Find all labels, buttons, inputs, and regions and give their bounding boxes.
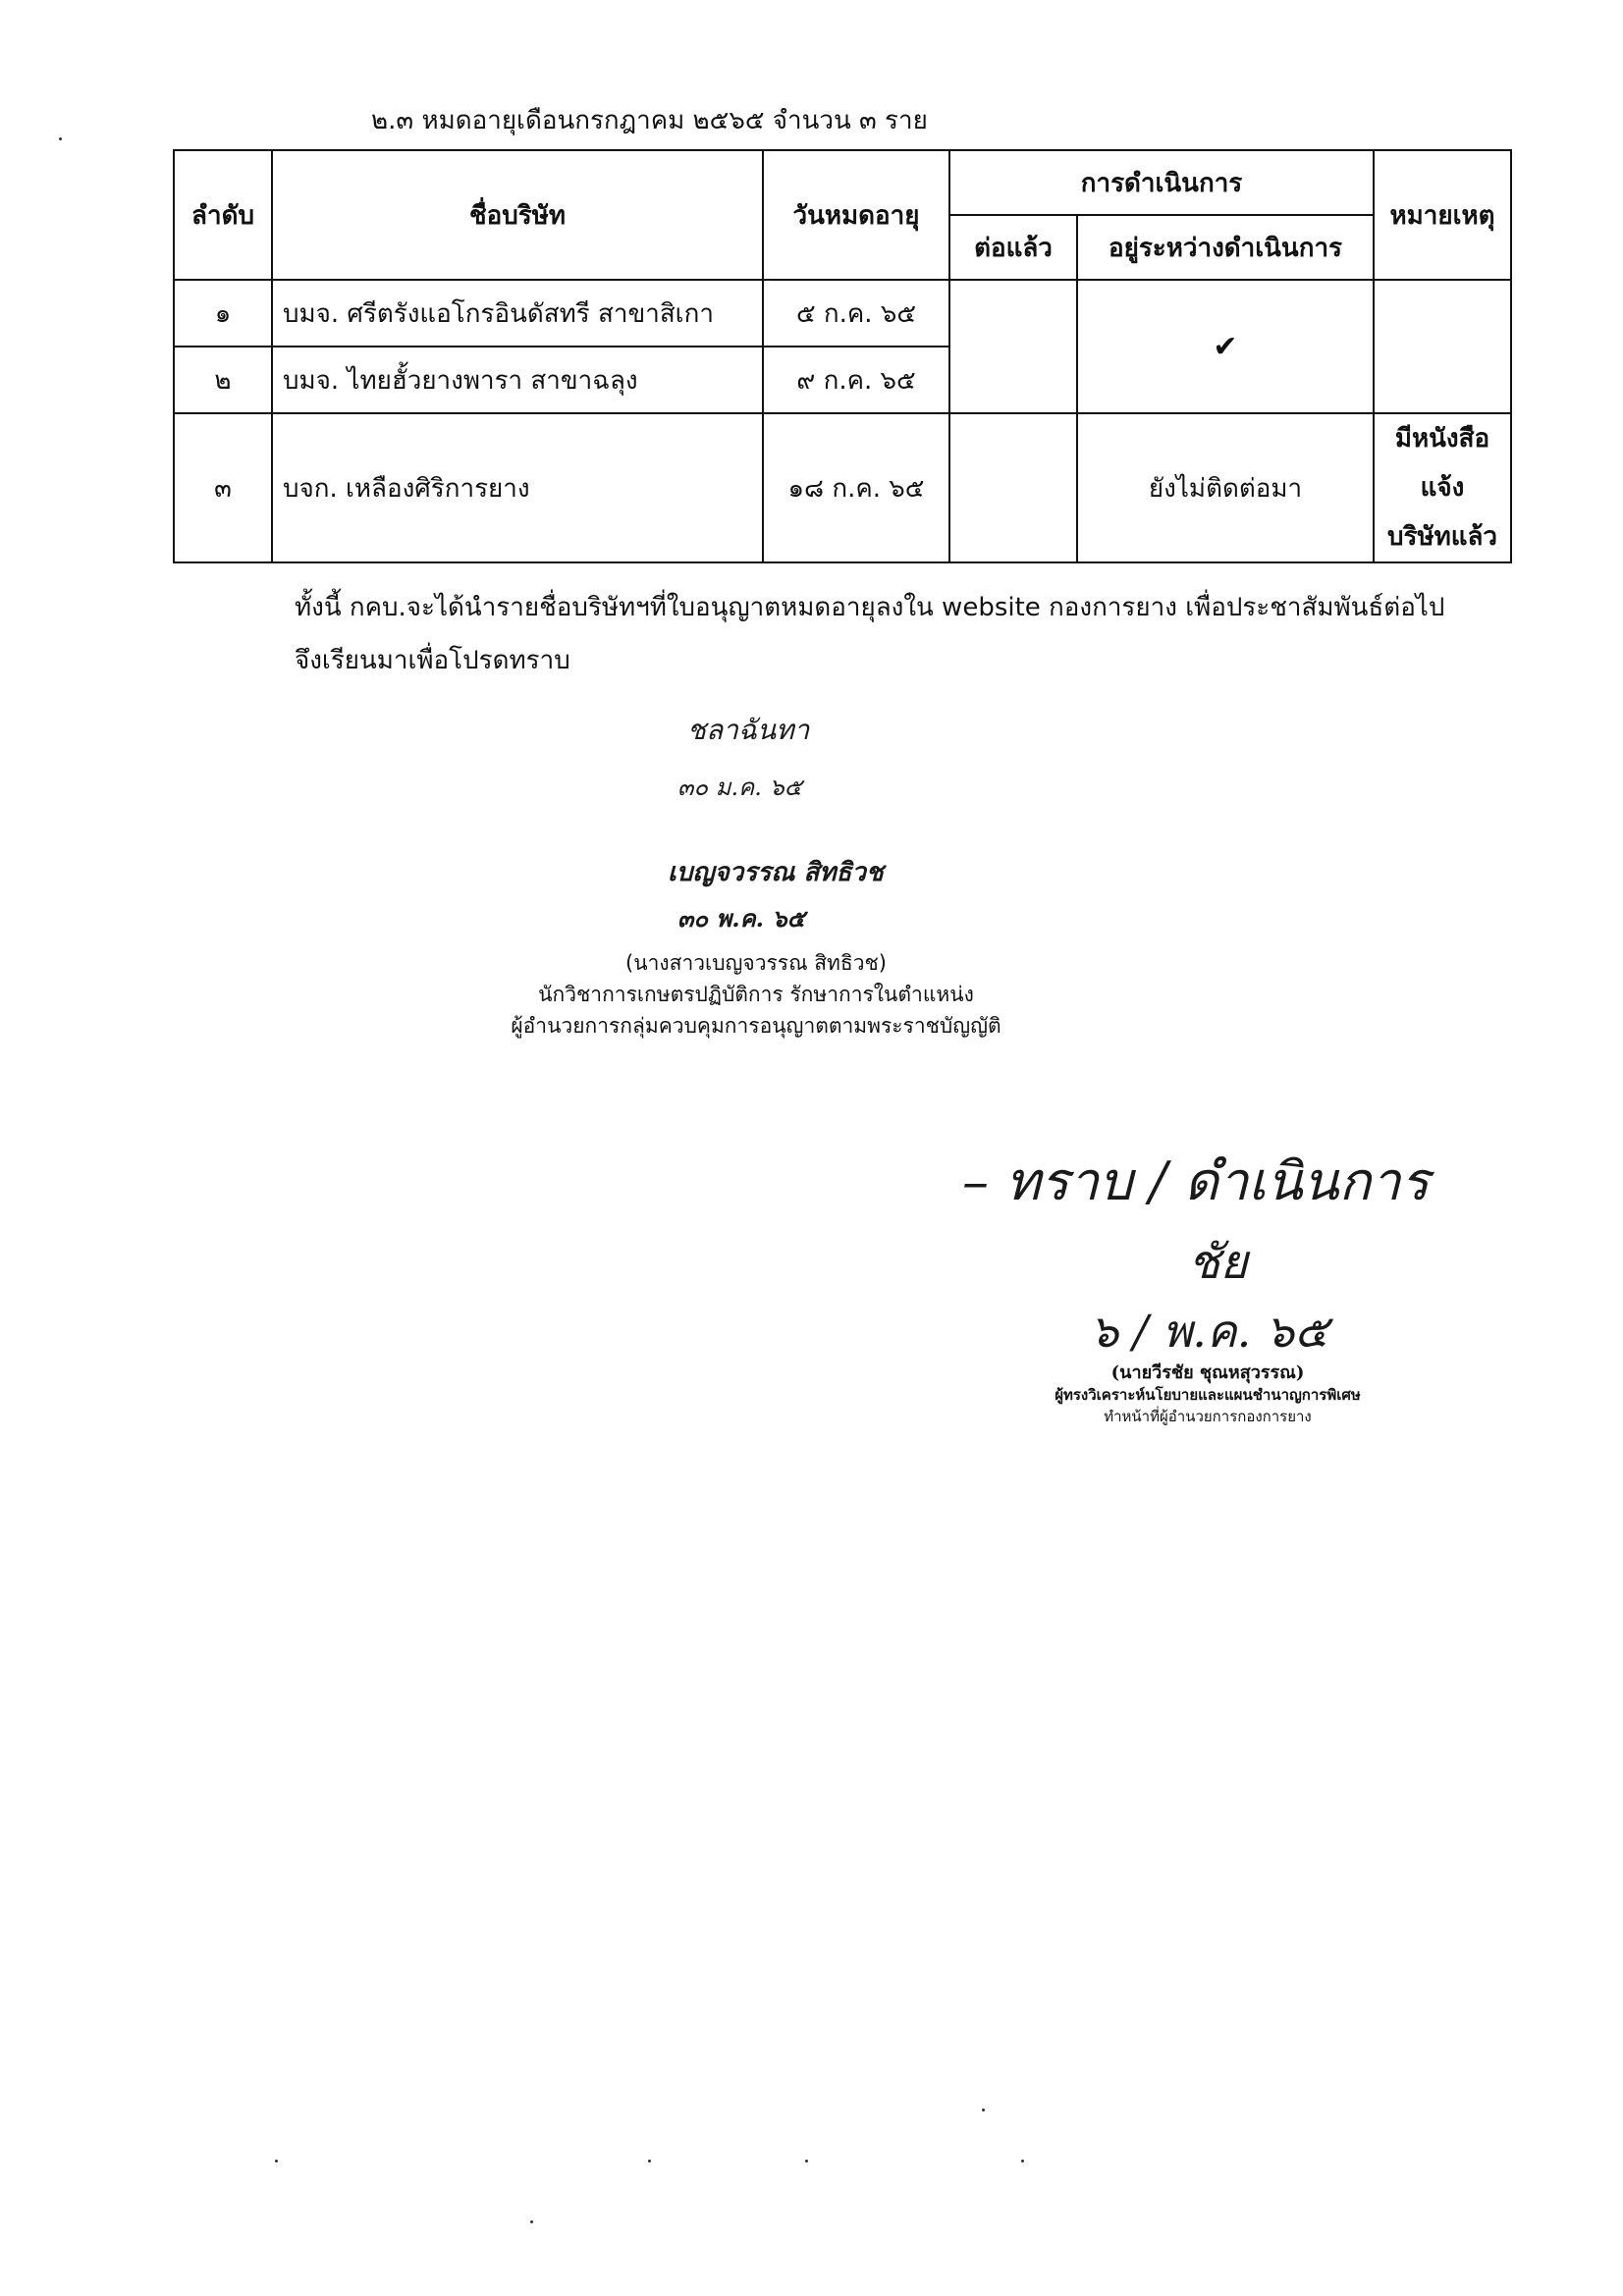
row-no: ๑ [174,280,272,347]
header-action-in-progress: อยู่ระหว่างดำเนินการ [1077,215,1374,280]
signer-name: (นางสาวเบญจวรรณ สิทธิวช) [625,951,887,975]
row-action-done [949,413,1077,562]
row-expiry: ๙ ก.ค. ๖๕ [763,347,949,413]
handwritten-approval-date: ๖ / พ.ค. ๖๕ [1090,1305,1328,1358]
signature-date: ๓๐ พ.ค. ๖๕ [677,904,805,933]
approver-block [1001,1362,1414,1427]
header-remark: หมายเหตุ [1374,150,1511,280]
remark-line: มีหนังสือแจ้ง [1394,424,1490,503]
row-remark [1374,413,1511,562]
scan-speck [530,2220,533,2223]
handwritten-approval: – ทราบ / ดำเนินการ [962,1150,1430,1212]
header-action-group: การดำเนินการ [949,150,1374,215]
handwritten-initials: ชัย [1188,1235,1248,1290]
row-expiry: ๕ ก.ค. ๖๕ [763,280,949,347]
scan-speck [805,2160,808,2163]
table-header-row [174,150,1511,215]
license-expiry-table [173,149,1512,563]
header-order: ลำดับ [174,150,272,280]
check-mark-icon: ✔ [1077,280,1374,413]
header-company: ชื่อบริษัท [272,150,763,280]
header-action-done: ต่อแล้ว [949,215,1077,280]
approver-name: (นายวีรชัย ชุณหสุวรรณ) [1110,1362,1305,1383]
approver-position: ผู้ทรงวิเคราะห์นโยบายและแผนชำนาญการพิเศษ [1055,1386,1361,1404]
row-company: บจก. เหลืองศิริการยาง [272,413,763,562]
handwritten-date: ๓๐ ม.ค. ๖๕ [677,774,802,801]
scan-speck [1021,2160,1024,2163]
table-row [174,413,1511,562]
row-in-progress: ยังไม่ติดต่อมา [1077,413,1374,562]
remark-line: บริษัทแล้ว [1386,522,1498,552]
approver-role: ทำหน้าที่ผู้อำนวยการกองการยาง [1104,1408,1312,1425]
signature: เบญจวรรณ สิทธิวช [668,858,884,887]
handwritten-note: ชลาฉันทา [687,714,810,746]
row-remark [1374,280,1511,413]
table-row [174,280,1511,347]
row-expiry: ๑๘ ก.ค. ๖๕ [763,413,949,562]
row-company: บมจ. ศรีตรังแอโกรอินดัสทรี สาขาสิเกา [272,280,763,347]
row-action-done [949,280,1077,413]
scan-speck [982,2109,985,2111]
scan-speck [59,137,62,140]
signer-position: นักวิชาการเกษตรปฏิบัติการ รักษาการในตำแหน่ง [538,983,974,1006]
row-company: บมจ. ไทยฮั้วยางพารา สาขาฉลุง [272,347,763,413]
signer-title: ผู้อำนวยการกลุ่มควบคุมการอนุญาตตามพระราชบัญญัติ [511,1014,1001,1038]
closing-paragraph: จึงเรียนมาเพื่อโปรดทราบ [295,646,570,675]
section-heading: ๒.๓ หมดอายุเดือนกรกฎาคม ๒๕๖๕ จำนวน ๓ ราย [371,106,928,135]
scan-speck [275,2160,278,2163]
scan-speck [648,2160,651,2163]
publicity-paragraph: ทั้งนี้ กคบ.จะได้นำรายชื่อบริษัทฯที่ใบอนุญาตหมดอายุลงใน website กองการยาง เพื่อประชาสัมพันธ์ต่อไป [295,593,1445,622]
row-no: ๓ [174,413,272,562]
signer-block [412,947,1100,1041]
header-expiry: วันหมดอายุ [763,150,949,280]
row-no: ๒ [174,347,272,413]
